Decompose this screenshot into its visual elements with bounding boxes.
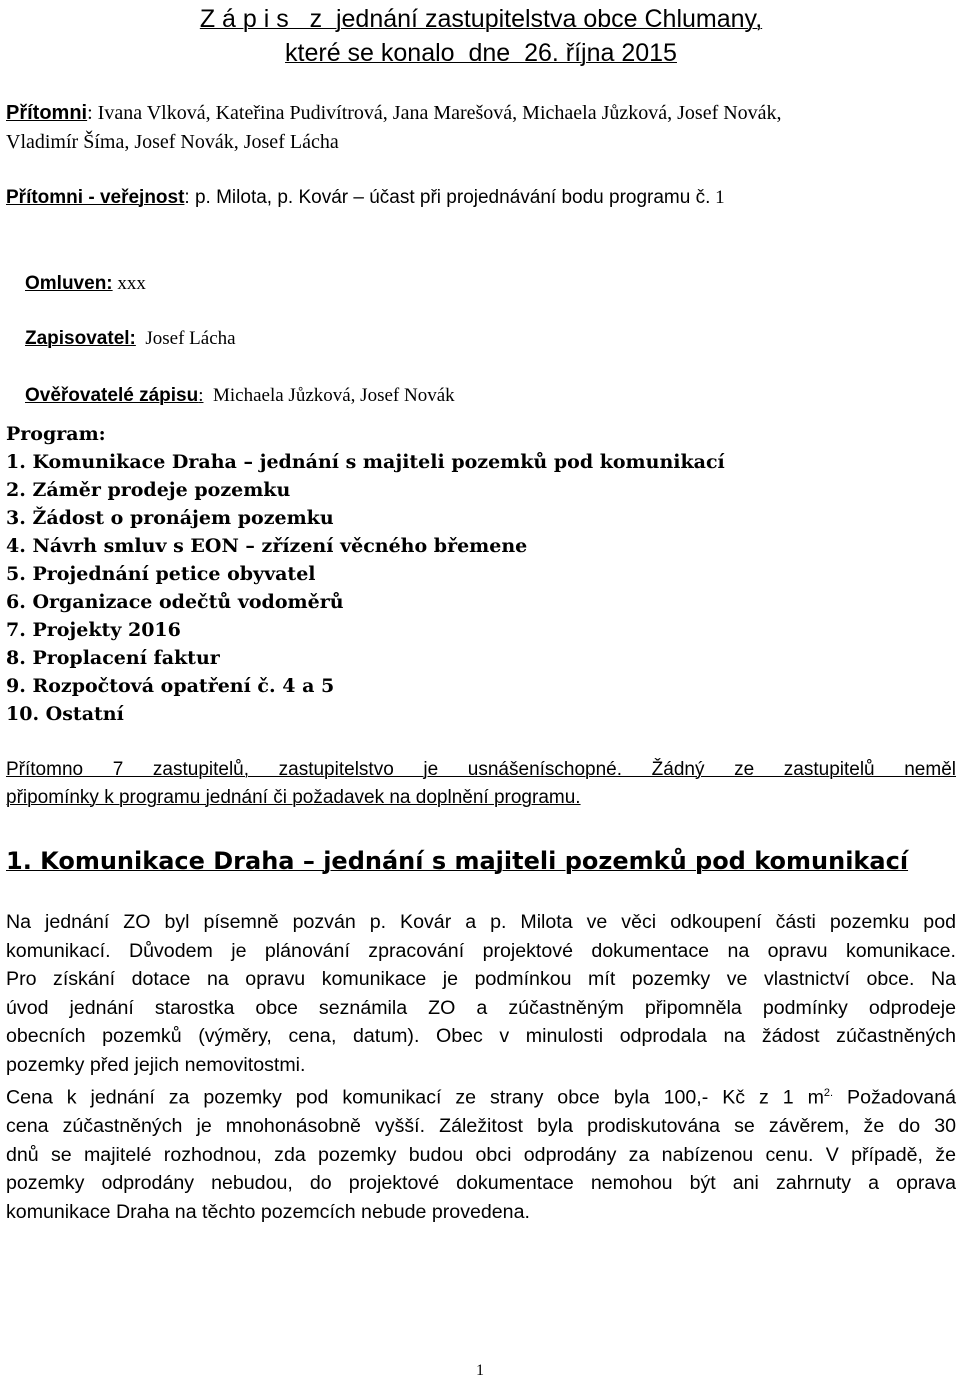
body-line: cena zúčastněných je mnohonásobně vyšší. Záležitost byla prodiskutována se závěrem, že do 30: [6, 1115, 956, 1138]
quorum-statement: [6, 756, 956, 812]
price-line-text: Cena k jednání za pozemky pod komunikací ze strany obce byla 100,- Kč z 1 m: [6, 1086, 824, 1109]
excused-label: Omluven:: [25, 273, 113, 294]
program-section: [6, 420, 956, 728]
program-item: 4. Návrh smluv s EON – zřízení věcného břemene: [6, 535, 528, 557]
public-attendees-label: Přítomni - veřejnost: [6, 187, 185, 208]
verifiers-colon: :: [198, 385, 204, 406]
program-item: 9. Rozpočtová opatření č. 4 a 5: [6, 675, 335, 697]
section-body: [6, 908, 956, 1226]
body-line: pozemky odprodány nebudou, do projektové dokumentace nemohou být ani zahrnuty a oprava: [6, 1172, 956, 1195]
document-page: [6, 0, 956, 1223]
attendees-list-line-1: : Ivana Vlková, Kateřina Pudivítrová, Jana Marešová, Michaela Jůzková, Josef Novák,: [87, 102, 782, 124]
section-heading: 1. Komunikace Draha – jednání s majiteli pozemků pod komunikací: [6, 847, 909, 875]
program-item: 5. Projednání petice obyvatel: [6, 563, 316, 585]
quorum-line-1: Přítomno 7 zastupitelů, zastupitelstvo je usnášeníschopné. Žádný ze zastupitelů neměl: [6, 759, 956, 780]
public-attendees-text: : p. Milota, p. Kovár – účast při projednávání bodu programu č.: [184, 187, 711, 208]
body-line: Pro získání dotace na opravu komunikace je podmínkou mít pozemky ve vlastnictví obce. Na: [6, 968, 956, 990]
body-line: komunikace Draha na těchto pozemcích nebude provedena.: [6, 1200, 530, 1223]
program-item: 10. Ostatní: [6, 703, 124, 725]
quorum-line-2: připomínky k programu jednání či požadavek na doplnění programu.: [6, 787, 581, 808]
title-line-2: které se konalo dne 26. října 2015: [285, 39, 677, 67]
public-attendees-section: [6, 184, 956, 212]
document-title: [6, 2, 956, 70]
program-item: 3. Žádost o pronájem pozemku: [6, 507, 334, 529]
price-line-continuation: Požadovaná: [833, 1086, 956, 1109]
program-item: 8. Proplacení faktur: [6, 647, 220, 669]
price-line: [6, 1079, 956, 1112]
program-item: 7. Projekty 2016: [6, 619, 181, 641]
title-line-1: Z á p i s z jednání zastupitelstva obce Chlumany,: [199, 5, 763, 33]
program-item: 6. Organizace odečtů vodoměrů: [6, 591, 344, 613]
program-item: 1. Komunikace Draha – jednání s majiteli pozemků pod komunikací: [6, 451, 725, 473]
verifiers-label: Ověřovatelé zápisu: [25, 385, 199, 406]
program-label: Program:: [6, 423, 106, 445]
recorder-label: Zapisovatel:: [25, 328, 136, 349]
body-line: dnů se majitelé rozhodnou, zda pozemky budou obci odprodány za nabízenou cenu. V případě, že: [6, 1143, 956, 1166]
body-line: úvod jednání starostka obce seznámila ZO a zúčastněným připomněla podmínky odprodeje: [6, 996, 956, 1019]
body-line: komunikací. Důvodem je plánování zpracování projektové dokumentace na opravu komunikace.: [6, 939, 956, 962]
attendees-section: [6, 99, 956, 157]
attendees-label: Přítomni: [6, 102, 88, 124]
body-line: obecních pozemků (výměry, cena, datum). Obec v minulosti odprodala na žádost zúčastněných: [6, 1025, 956, 1047]
page-number: 1: [476, 1362, 484, 1379]
excused-value: xxx: [112, 273, 146, 294]
program-item: 2. Záměr prodeje pozemku: [6, 479, 291, 501]
recorder-value: Josef Lácha: [135, 328, 236, 349]
verifiers-value: Michaela Jůzková, Josef Novák: [203, 385, 455, 406]
body-line: pozemky před jejich nemovitostmi.: [6, 1053, 306, 1076]
price-superscript: 2.: [823, 1087, 834, 1099]
attendees-list-line-2: Vladimír Šíma, Josef Novák, Josef Lácha: [6, 131, 339, 153]
public-attendees-item-number: 1: [710, 187, 725, 208]
body-line: Na jednání ZO byl písemně pozván p. Kovár a p. Milota ve věci odkoupení části pozemku pod: [6, 911, 956, 933]
